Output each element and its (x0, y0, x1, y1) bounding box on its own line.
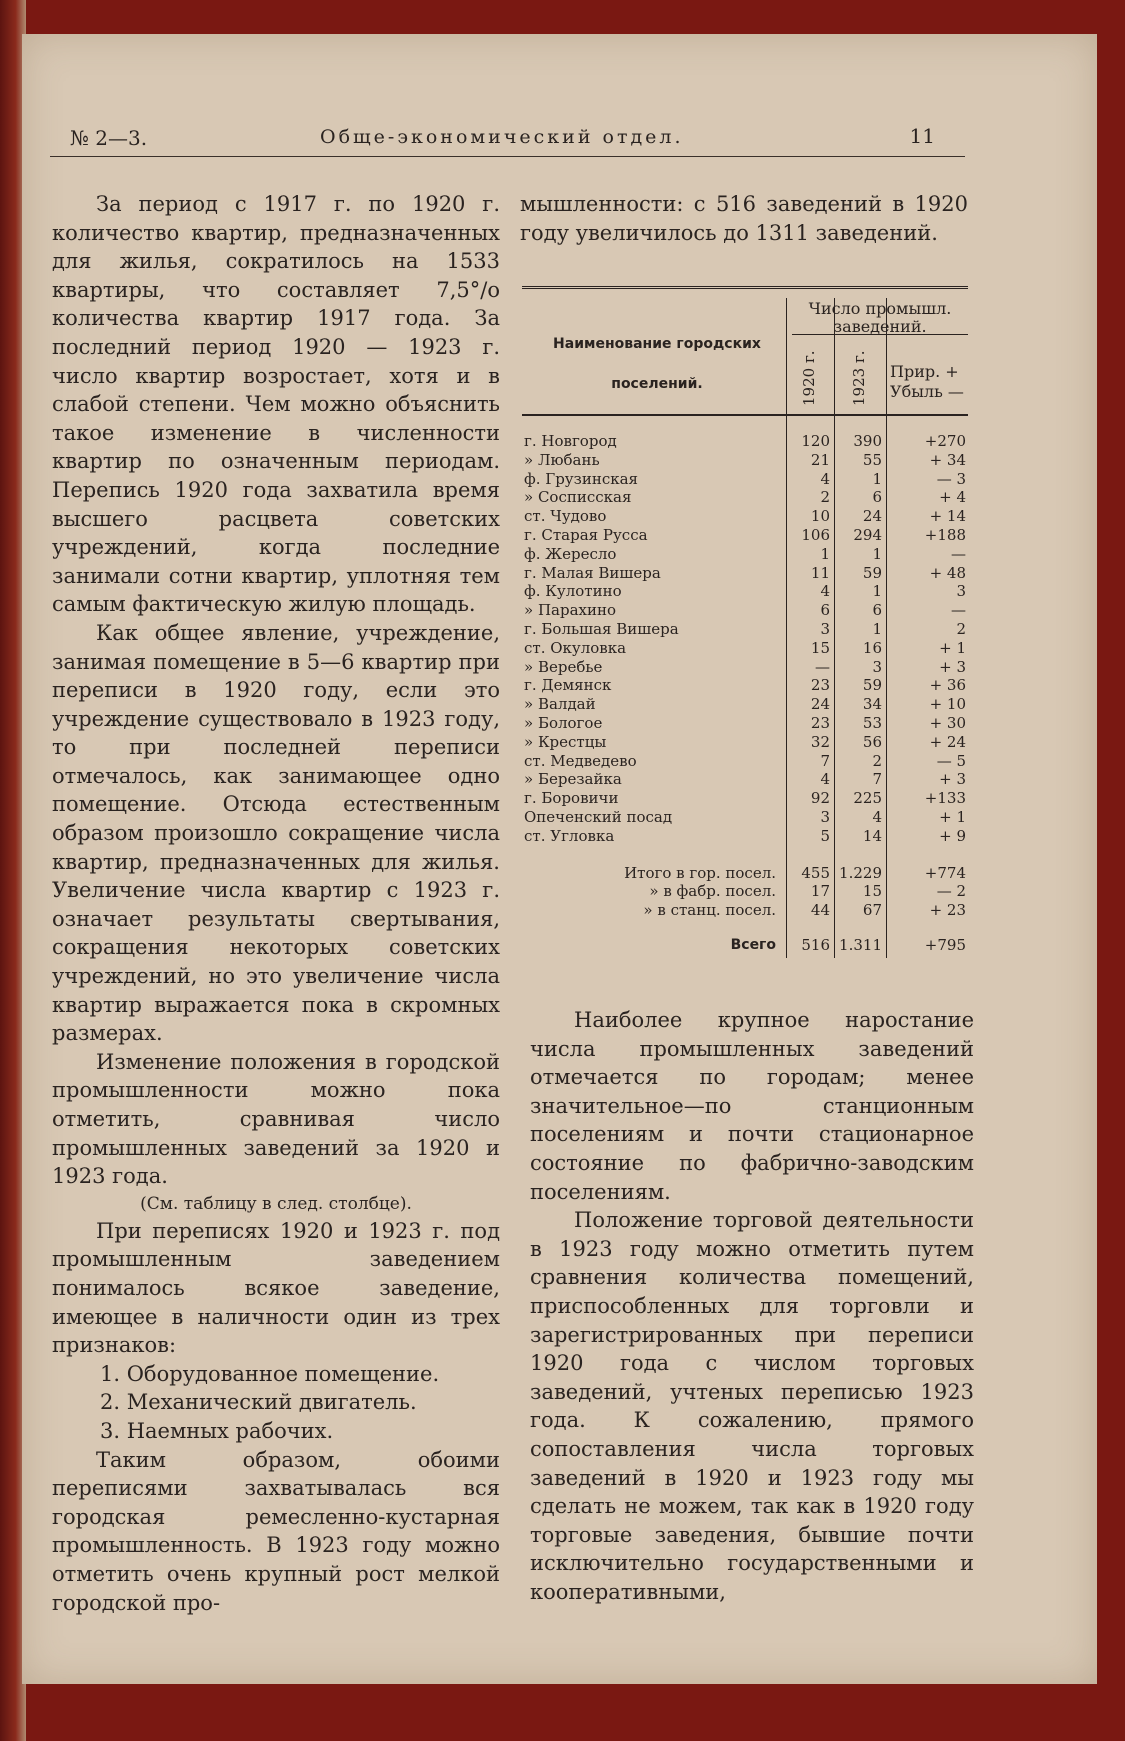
cell-1923: 15 (862, 882, 882, 901)
cell-1920: 2 (820, 488, 830, 507)
section-title: Обще-экономический отдел. (320, 126, 684, 148)
table-header-rule (522, 414, 968, 416)
cell-diff: + 24 (929, 732, 966, 751)
cell-diff: — 5 (936, 751, 966, 770)
table-reference-note: (См. таблицу в след. столбце). (140, 1193, 412, 1214)
page-header (50, 96, 965, 157)
table-row (520, 564, 970, 583)
table-row (520, 733, 970, 752)
cell-name: » в станц. посел. (643, 901, 776, 920)
table-row (520, 545, 970, 564)
header-text: Убыль — (890, 382, 964, 401)
cell-1920: 3 (820, 620, 830, 638)
table-row (520, 507, 970, 526)
cell-1920: 15 (810, 638, 830, 657)
cell-1920: 120 (801, 432, 830, 450)
cell-name: ф. Грузинская (524, 469, 638, 488)
column-header-1920: 1920 г. (800, 350, 818, 406)
cell-1923: 1.311 (839, 936, 882, 954)
cell-1920: — (815, 657, 830, 676)
cell-1920: 106 (801, 526, 830, 544)
paragraph: Изменение положения в городской промышленности можно пока отметить, сравнивая число промышленных заведений за 1920 и 1923 года. (52, 1049, 500, 1189)
paragraph: Таким образом, обоими переписями захватывалась вся городская ремесленно-кустарная промышленность. В 1923 году можно отметить очень крупный рост мелкой городской про- (52, 1447, 500, 1615)
cell-diff: +188 (924, 526, 966, 544)
list-item: 2. Механический двигатель. (100, 1390, 417, 1415)
right-column-top (520, 190, 968, 247)
cell-diff: 3 (956, 582, 966, 601)
cell-name: г. Демянск (524, 676, 612, 695)
cell-diff: — 2 (936, 882, 966, 901)
cell-1923: 225 (853, 789, 882, 808)
cell-diff: + 10 (929, 695, 966, 714)
cell-diff: + 3 (939, 770, 966, 789)
cell-1923: 55 (862, 450, 882, 469)
paragraph: Наиболее крупное наростание числа промышленных заведений отмечается по городам; менее значительное—по станционным поселениям и почти стационарное состояние по фабрично-заводским поселениям. (530, 1008, 974, 1204)
cell-1923: 53 (862, 714, 882, 732)
cell-1920: 23 (810, 676, 830, 695)
cell-1923: 1.229 (839, 863, 882, 882)
column-header-diff (890, 362, 964, 402)
table-row (520, 601, 970, 620)
issue-number: № 2—3. (70, 126, 148, 150)
cell-1923: 59 (862, 563, 882, 582)
cell-diff: 2 (956, 620, 966, 638)
header-text: поселений. (611, 376, 703, 392)
cell-name: ст. Медведево (524, 751, 637, 770)
table-row (520, 789, 970, 808)
cell-1920: 44 (810, 901, 830, 920)
cell-name: » Веребье (524, 657, 603, 676)
table-row (520, 752, 970, 771)
cell-1920: 32 (810, 732, 830, 751)
table-row (520, 808, 970, 827)
cell-1923: 59 (862, 676, 882, 695)
cell-diff: +133 (924, 789, 966, 808)
cell-1920: 11 (810, 563, 830, 582)
cell-name: г. Новгород (524, 432, 617, 450)
cell-1923: 4 (872, 808, 882, 826)
table-row (520, 827, 970, 846)
cell-name: » Крестцы (524, 732, 607, 751)
cell-1923: 24 (862, 507, 882, 526)
cell-diff: + 48 (929, 563, 966, 582)
header-text: Наименование городских (553, 336, 761, 352)
table-row (520, 882, 970, 901)
table-row (520, 451, 970, 470)
cell-name: ст. Угловка (524, 826, 615, 845)
cell-name: Итого в гор. посел. (624, 863, 776, 882)
cell-name: ф. Кулотино (524, 582, 622, 601)
cell-diff: + 1 (939, 638, 966, 657)
cell-1920: 4 (820, 582, 830, 601)
cell-1920: 17 (810, 882, 830, 901)
table-row (520, 432, 970, 451)
cell-1923: 6 (872, 488, 882, 507)
table-row (520, 658, 970, 677)
industry-table (520, 286, 970, 978)
table-row (520, 488, 970, 507)
paragraph: Как общее явление, учреждение, занимая помещение в 5—6 квартир при переписи в 1920 году, если это учреждение существовало в 1923 году, то при последней переписи отмечалось, как занимающее одно помещение. Отсюда естественным образом произошло сокращение числа квартир, предназначенных для жилья. Увеличение числа квартир с 1923 г. означает результаты свертывания, сокращения некоторых советских учреждений, но это увеличение числа квартир выражается пока в скромных размерах. (52, 620, 500, 1046)
cell-1923: 16 (862, 638, 882, 657)
cell-1923: 2 (872, 751, 882, 770)
cell-name: » Березайка (524, 770, 622, 789)
column-header-name (532, 324, 782, 404)
table-row (520, 770, 970, 789)
cell-1923: 7 (872, 770, 882, 789)
cell-1923: 1 (872, 544, 882, 563)
cell-diff: + 4 (939, 488, 966, 507)
table-row (520, 639, 970, 658)
cell-diff: — 3 (936, 469, 966, 488)
cell-name: Всего (730, 937, 776, 953)
cell-1920: 6 (820, 601, 830, 620)
cell-1923: 1 (872, 582, 882, 601)
cell-name: » Валдай (524, 695, 596, 714)
cell-1920: 10 (810, 507, 830, 526)
right-column-bottom (530, 1006, 974, 1606)
table-row (520, 936, 970, 955)
cell-1920: 516 (801, 936, 830, 954)
paragraph: За период с 1917 г. по 1920 г. количество квартир, предназначенных для жилья, сократилось на 1533 квартиры, что составляет 7,5°/о количества квартир 1917 года. За последний период 1920 — 1923 г. число квартир возростает, хотя и в слабой степени. Чем можно объяснить такое изменение в численности квартир по означенным периодам. Перепись 1920 года захватила время высшего расцвета советских учреждений, когда последние занимали сотни квартир, уплотняя тем самым фактическую жилую площадь. (52, 192, 500, 617)
cell-name: Опеченский посад (524, 808, 673, 826)
column-group-header: Число промышл. заведений. (808, 299, 952, 336)
cell-diff: — (951, 601, 966, 620)
table-row (520, 526, 970, 545)
paragraph: При переписях 1920 и 1923 г. под промышленным заведением понималось всякое заведение, имеющее в наличности один из трех признаков: (52, 1218, 500, 1358)
cell-1923: 294 (853, 526, 882, 544)
cell-diff: +795 (924, 936, 966, 954)
cell-name: г. Старая Русса (524, 526, 648, 544)
cell-name: » Бологое (524, 714, 603, 732)
cell-1923: 1 (872, 620, 882, 638)
paragraph: мышленности: с 516 заведений в 1920 году увеличилось до 1311 заведений. (520, 192, 968, 245)
cell-1920: 1 (820, 544, 830, 563)
cell-name: г. Большая Вишера (524, 620, 679, 638)
cell-1920: 3 (820, 808, 830, 826)
cell-1923: 56 (862, 732, 882, 751)
header-text: Прир. + (890, 362, 959, 381)
cell-1920: 24 (810, 695, 830, 714)
table-row (520, 864, 970, 883)
cell-name: » в фабр. посел. (649, 882, 776, 901)
cell-diff: +270 (924, 432, 966, 450)
cell-1920: 4 (820, 770, 830, 789)
cell-1920: 92 (810, 789, 830, 808)
cell-diff: + 3 (939, 657, 966, 676)
paragraph: Положение торговой деятельности в 1923 году можно отметить путем сравнения количества помещений, приспособленных для торговли и зарегистрированных при переписи 1920 года с числом торговых заведений, учтеных переписью 1923 года. К сожалению, прямого сопоставления числа торговых заведений в 1920 и 1923 году мы сделать не можем, так как в 1920 году торговые заведения, бывшие почти исключительно государственными и кооперативными, (530, 1208, 974, 1604)
cell-diff: — (951, 544, 966, 563)
cell-1923: 1 (872, 469, 882, 488)
cell-diff: + 30 (929, 714, 966, 732)
cell-diff: + 1 (939, 808, 966, 826)
cell-1920: 7 (820, 751, 830, 770)
cell-1920: 21 (810, 450, 830, 469)
table-row (520, 470, 970, 489)
cell-diff: + 23 (929, 901, 966, 920)
cell-1923: 14 (862, 826, 882, 845)
cell-name: ст. Окуловка (524, 638, 627, 657)
criteria-list (52, 1360, 500, 1446)
cell-diff: + 9 (939, 826, 966, 845)
cell-1923: 6 (872, 601, 882, 620)
table-row (520, 901, 970, 920)
cell-name: г. Боровичи (524, 789, 619, 808)
list-item: 1. Оборудованное помещение. (100, 1361, 440, 1386)
page-number: 11 (909, 124, 935, 148)
left-column (52, 190, 500, 1617)
cell-1923: 3 (872, 657, 882, 676)
cell-diff: + 36 (929, 676, 966, 695)
cell-1923: 67 (862, 901, 882, 920)
list-item: 3. Наемных рабочих. (100, 1418, 334, 1443)
cell-name: » Любань (524, 450, 600, 469)
cell-name: » Сосписская (524, 488, 632, 507)
cell-name: » Парахино (524, 601, 616, 620)
cell-1920: 5 (820, 826, 830, 845)
cell-1923: 390 (853, 432, 882, 450)
table-top-rule (522, 286, 968, 289)
cell-name: ф. Жересло (524, 544, 617, 563)
table-row (520, 714, 970, 733)
cell-diff: +774 (924, 863, 966, 882)
cell-1920: 4 (820, 469, 830, 488)
cell-name: ст. Чудово (524, 507, 607, 526)
table-row (520, 676, 970, 695)
cell-1923: 34 (862, 695, 882, 714)
cell-1920: 455 (801, 863, 830, 882)
cell-diff: + 14 (929, 507, 966, 526)
cell-diff: + 34 (929, 450, 966, 469)
table-row (520, 620, 970, 639)
column-header-1923: 1923 г. (850, 350, 868, 406)
table-row (520, 582, 970, 601)
cell-1920: 23 (810, 714, 830, 732)
cell-name: г. Малая Вишера (524, 563, 661, 582)
table-row (520, 695, 970, 714)
